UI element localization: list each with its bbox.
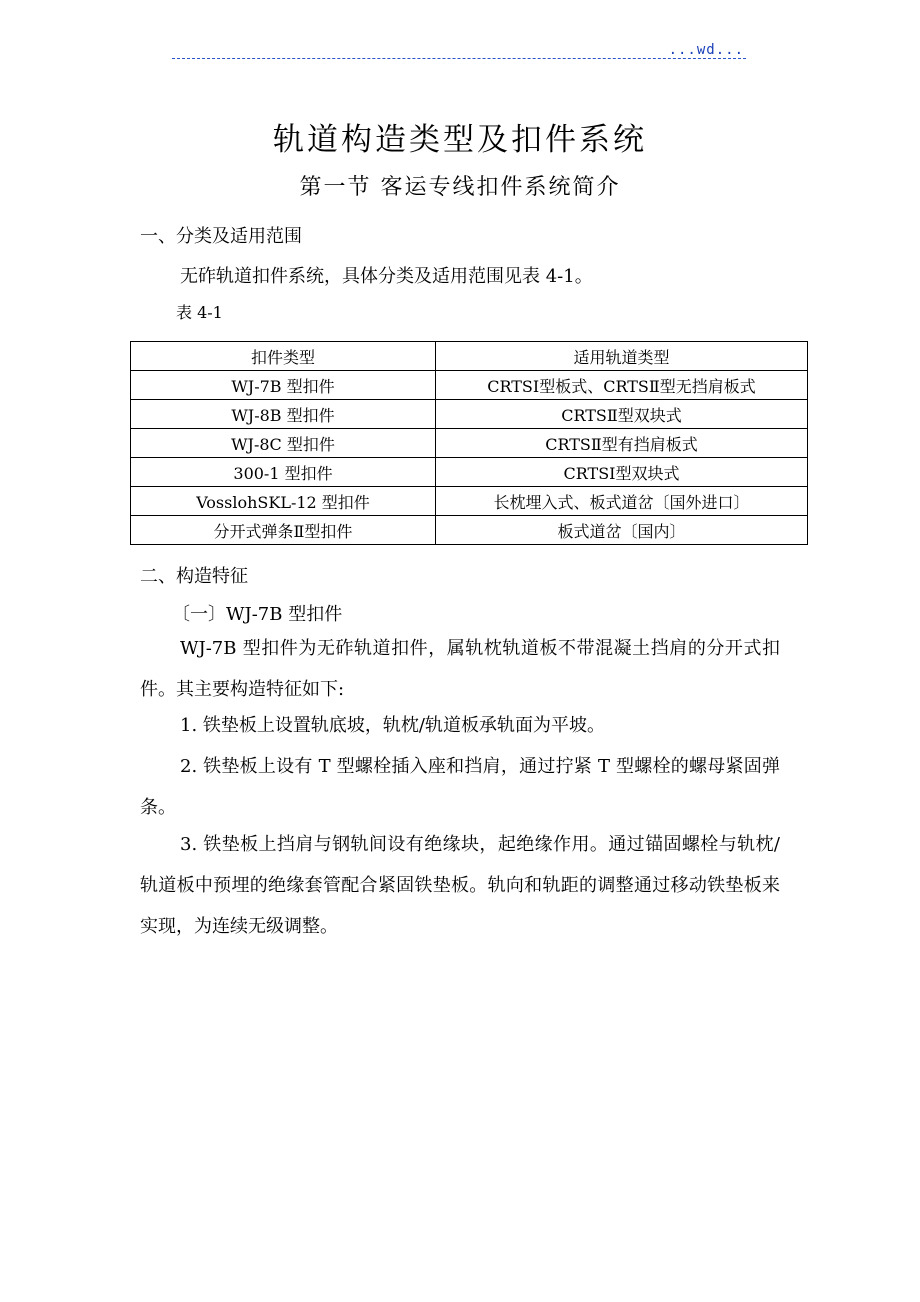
section1-heading: 一、分类及适用范围	[140, 226, 302, 247]
feature-item-3: 3. 铁垫板上挡肩与钢轨间设有绝缘块，起绝缘作用。通过锚固螺栓与轨枕/轨道板中预埋的绝缘套管配合紧固铁垫板。轨向和轨距的调整通过移动铁垫板来实现，为连续无级调整。	[140, 834, 780, 937]
section-title: 第一节 客运专线扣件系统简介	[299, 175, 621, 200]
section2-heading: 二、构造特征	[140, 566, 248, 587]
table-row	[131, 487, 808, 516]
table-cell: 长枕埋入式、板式道岔〔国外进口〕	[436, 487, 808, 516]
table-label: 表 4-1	[176, 303, 223, 322]
table-row	[131, 371, 808, 400]
feature-item-1: 1. 铁垫板上设置轨底坡，轨枕/轨道板承轨面为平坡。	[180, 715, 605, 736]
table-cell: 分开式弹条Ⅱ型扣件	[131, 516, 436, 545]
feature-item-2: 2. 铁垫板上设有 T 型螺栓插入座和挡肩，通过拧紧 T 型螺栓的螺母紧固弹条。	[140, 756, 780, 818]
table-cell: WJ-8B 型扣件	[131, 400, 436, 429]
header-mark: ...wd...	[668, 42, 744, 58]
table-header-row	[131, 342, 808, 371]
document-title: 轨道构造类型及扣件系统	[273, 122, 647, 158]
table-cell: 板式道岔〔国内〕	[436, 516, 808, 545]
section1-intro: 无砟轨道扣件系统，具体分类及适用范围见表 4-1。	[180, 266, 593, 287]
table-cell: CRTSⅡ型有挡肩板式	[436, 429, 808, 458]
section2-intro: WJ-7B 型扣件为无砟轨道扣件，属轨枕轨道板不带混凝土挡肩的分开式扣件。其主要构造特征如下:	[140, 638, 780, 700]
table-header-cell: 适用轨道类型	[436, 342, 808, 371]
table-row	[131, 429, 808, 458]
table-cell: CRTSⅠ型双块式	[436, 458, 808, 487]
section2-subheading: 〔一〕WJ-7B 型扣件	[172, 604, 343, 625]
header-divider	[172, 58, 746, 59]
table-row	[131, 516, 808, 545]
fastener-table	[130, 341, 808, 545]
table-cell: WJ-8C 型扣件	[131, 429, 436, 458]
table-cell: CRTSⅡ型双块式	[436, 400, 808, 429]
table-cell: VosslohSKL-12 型扣件	[131, 487, 436, 516]
table-cell: 300-1 型扣件	[131, 458, 436, 487]
table-cell: CRTSⅠ型板式、CRTSⅡ型无挡肩板式	[436, 371, 808, 400]
table-row	[131, 400, 808, 429]
table-cell: WJ-7B 型扣件	[131, 371, 436, 400]
table-row	[131, 458, 808, 487]
table-header-cell: 扣件类型	[131, 342, 436, 371]
